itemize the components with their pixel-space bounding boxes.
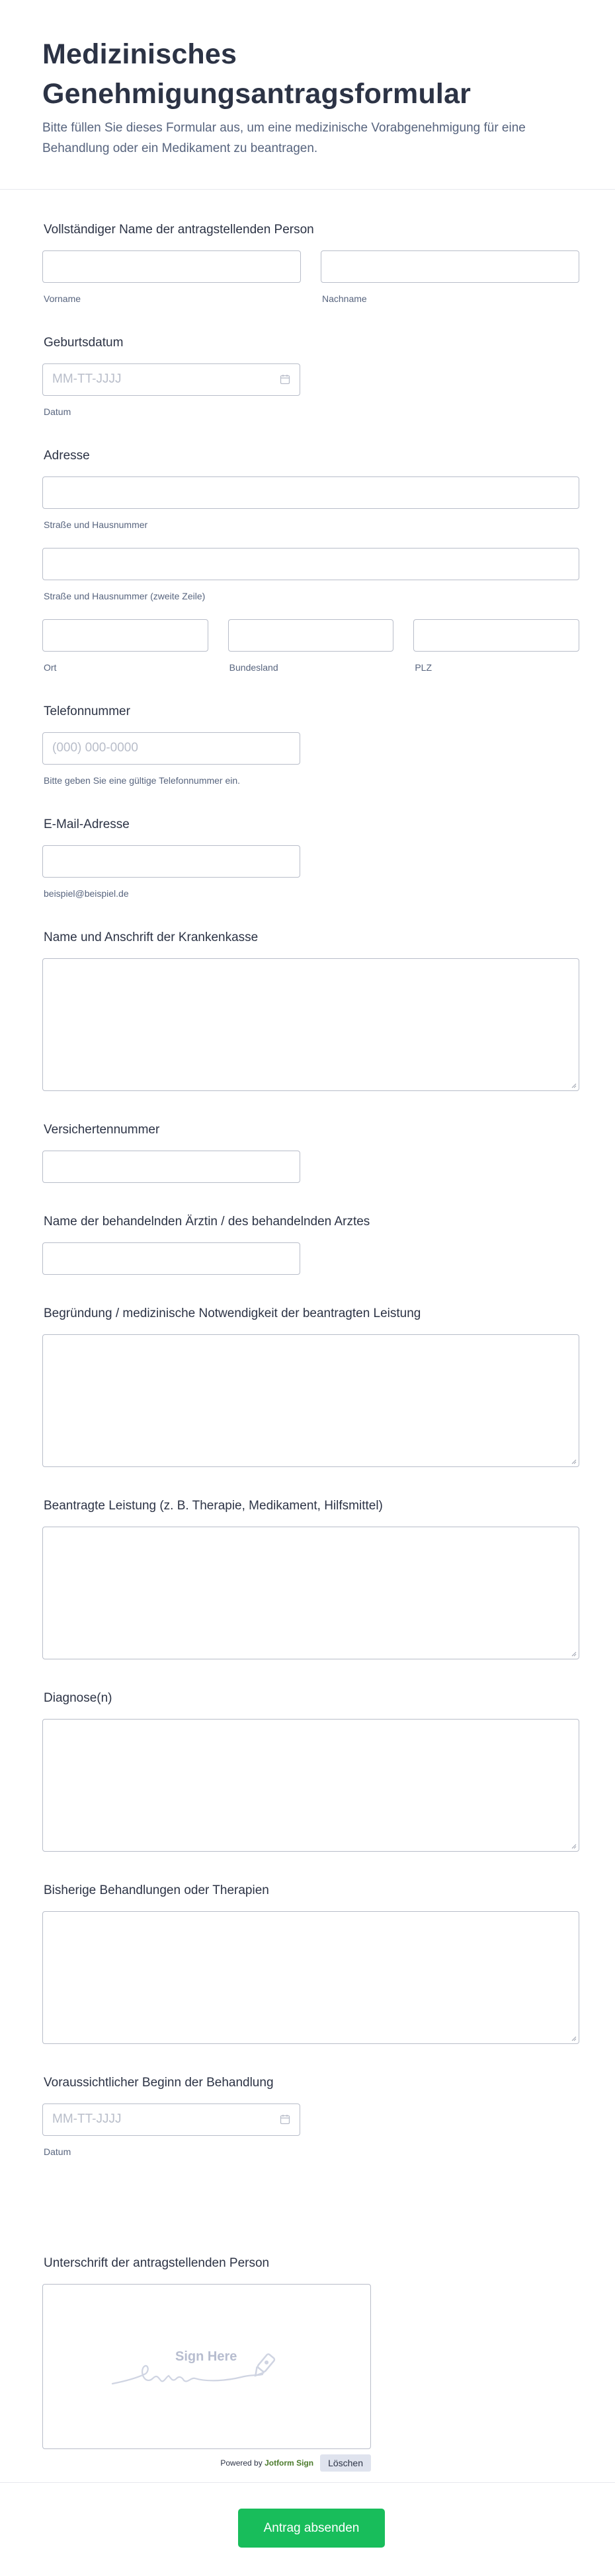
street2-sublabel: Straße und Hausnummer (zweite Zeile) [44, 591, 206, 601]
last-name-input[interactable] [321, 250, 579, 283]
signature-label: Unterschrift der antragstellenden Person [44, 2256, 270, 2270]
street1-input[interactable] [42, 476, 579, 509]
dob-placeholder: MM-TT-JJJJ [52, 372, 122, 386]
email-input[interactable] [42, 845, 300, 878]
insurer-label: Name und Anschrift der Krankenkasse [44, 930, 259, 944]
form-title: Medizinisches Genehmigungsantragsformular [42, 38, 472, 110]
diagnosis-textarea[interactable] [42, 1719, 579, 1852]
resize-handle-icon[interactable] [571, 1844, 577, 1849]
resize-handle-icon[interactable] [571, 1083, 577, 1088]
phone-field [42, 704, 579, 786]
email-field [42, 817, 579, 899]
service-field [42, 1499, 579, 1659]
doctor-input[interactable] [42, 1242, 300, 1275]
service-label: Beantragte Leistung (z. B. Therapie, Medikament, Hilfsmittel) [44, 1499, 383, 1513]
submit-button[interactable]: Antrag absenden [238, 2509, 385, 2548]
last-name-sublabel: Nachname [322, 293, 367, 304]
email-label: E-Mail-Adresse [44, 817, 130, 831]
start-date-field [42, 2076, 579, 2157]
signature-field [42, 2256, 579, 2472]
first-name-input[interactable] [42, 250, 301, 283]
form-description: Bitte füllen Sie dieses Formular aus, um eine medizinische Vorabgenehmigung für eine Behandlung oder ein Medikament zu beantragen. [42, 121, 526, 155]
form-footer [0, 2482, 615, 2576]
street2-input[interactable] [42, 548, 579, 580]
signature-footer [42, 2454, 371, 2472]
first-name-sublabel: Vorname [44, 293, 81, 304]
start-date-sublabel: Datum [44, 2146, 71, 2157]
prior-treatments-label: Bisherige Behandlungen oder Therapien [44, 1883, 269, 1897]
start-date-input[interactable] [42, 2103, 300, 2136]
powered-by-text [220, 2458, 313, 2468]
prior-treatments-field [42, 1883, 579, 2044]
reason-field [42, 1307, 579, 1467]
address-field [42, 449, 579, 673]
name-label: Vollständiger Name der antragstellenden Person [44, 223, 314, 237]
state-input[interactable] [228, 619, 394, 652]
sign-here-text: Sign Here [175, 2349, 237, 2364]
address-label: Adresse [44, 449, 90, 463]
powered-brand: Jotform Sign [265, 2458, 314, 2468]
resize-handle-icon[interactable] [571, 1651, 577, 1657]
form-body [0, 223, 615, 2472]
resize-handle-icon[interactable] [571, 1459, 577, 1464]
dob-sublabel: Datum [44, 406, 71, 417]
calendar-icon[interactable] [280, 374, 290, 385]
service-textarea[interactable] [42, 1527, 579, 1659]
prior-treatments-textarea[interactable] [42, 1911, 579, 2044]
reason-textarea[interactable] [42, 1334, 579, 1467]
insurance-number-label: Versichertennummer [44, 1123, 160, 1137]
city-input[interactable] [42, 619, 208, 652]
diagnosis-label: Diagnose(n) [44, 1691, 112, 1705]
phone-sublabel: Bitte geben Sie eine gültige Telefonnummer ein. [44, 775, 241, 786]
insurance-number-input[interactable] [42, 1151, 300, 1183]
street1-sublabel: Straße und Hausnummer [44, 519, 148, 530]
state-sublabel: Bundesland [229, 662, 278, 673]
zip-sublabel: PLZ [415, 662, 432, 673]
email-sublabel: beispiel@beispiel.de [44, 888, 129, 899]
start-date-placeholder: MM-TT-JJJJ [52, 2112, 122, 2126]
doctor-label: Name der behandelnden Ärztin / des behandelnden Arztes [44, 1215, 370, 1229]
name-field [42, 223, 579, 304]
insurance-number-field [42, 1123, 579, 1183]
signature-pad[interactable] [42, 2284, 371, 2449]
diagnosis-field [42, 1691, 579, 1852]
phone-label: Telefonnummer [44, 704, 130, 718]
insurer-textarea[interactable] [42, 958, 579, 1091]
city-sublabel: Ort [44, 662, 57, 673]
dob-input[interactable] [42, 363, 300, 396]
insurer-field [42, 930, 579, 1091]
phone-placeholder: (000) 000-0000 [52, 741, 138, 755]
zip-input[interactable] [413, 619, 579, 652]
phone-input[interactable] [42, 732, 300, 765]
doctor-field [42, 1215, 579, 1275]
dob-field [42, 336, 579, 417]
reason-label: Begründung / medizinische Notwendigkeit der beantragten Leistung [44, 1307, 421, 1320]
resize-handle-icon[interactable] [571, 2036, 577, 2041]
start-date-label: Voraussichtlicher Beginn der Behandlung [44, 2076, 274, 2090]
calendar-icon[interactable] [280, 2114, 290, 2125]
form-header [0, 0, 615, 190]
powered-prefix: Powered by [220, 2458, 263, 2468]
clear-signature-button[interactable]: Löschen [320, 2454, 371, 2472]
dob-label: Geburtsdatum [44, 336, 124, 350]
